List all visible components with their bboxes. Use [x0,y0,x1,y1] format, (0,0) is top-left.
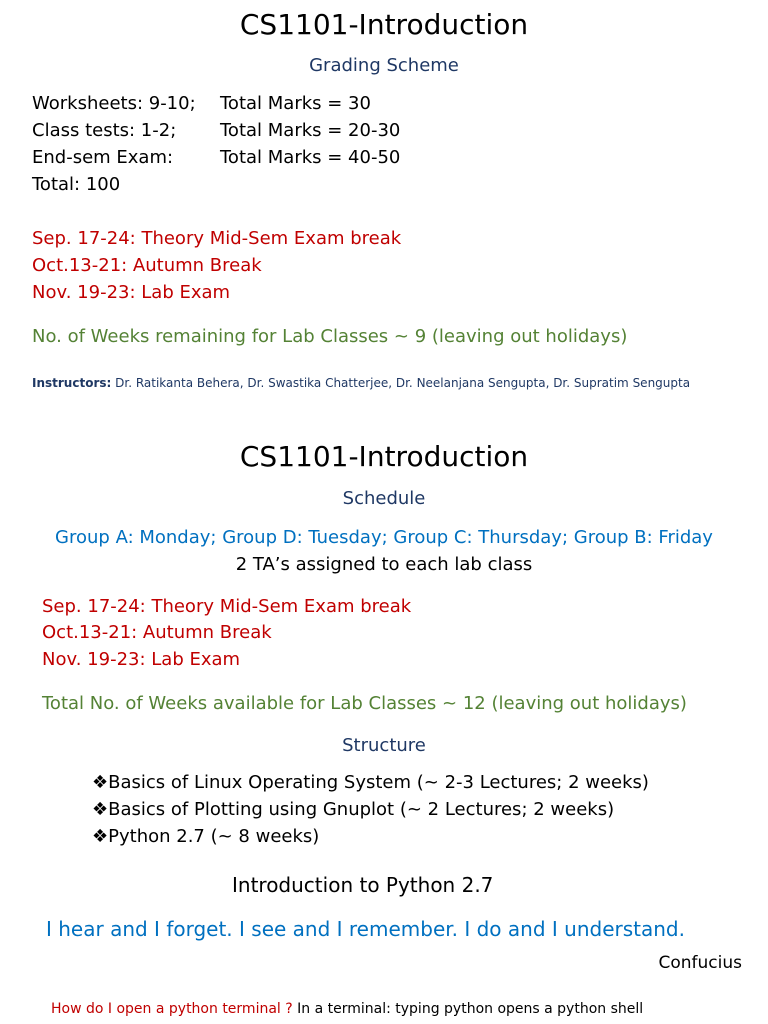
grading-value: Total Marks = 20-30 [220,120,401,141]
grading-label: Class tests: 1-2; [32,120,177,141]
weeks-remaining-note: No. of Weeks remaining for Lab Classes ~ 9 (leaving out holidays) [32,326,628,347]
quote: I hear and I forget. I see and I remember. I do and I understand. [46,917,685,941]
quote-attribution: Confucius [658,953,742,973]
weeks-available-note: Total No. of Weeks available for Lab Classes ~ 12 (leaving out holidays) [42,693,687,714]
slide1-subtitle: Grading Scheme [309,55,459,76]
slide1-title: CS1101-Introduction [239,8,529,41]
terminal-question: How do I open a python terminal ? [51,1001,293,1017]
grading-total: Total: 100 [32,174,121,195]
grading-value: Total Marks = 40-50 [220,147,401,168]
date-item: Nov. 19-23: Lab Exam [32,282,231,303]
instructors-names: Dr. Ratikanta Behera, Dr. Swastika Chatterjee, Dr. Neelanjana Sengupta, Dr. Supratim Sengupta [111,376,691,390]
grading-row [32,93,371,114]
grading-row [32,120,400,141]
slide2-title: CS1101-Introduction [239,440,529,473]
schedule-subtitle: Schedule [342,488,426,509]
grading-row [32,147,400,168]
structure-item [92,772,649,793]
date-item: Oct.13-21: Autumn Break [32,255,262,276]
structure-item-text: Basics of Plotting using Gnuplot (~ 2 Lectures; 2 weeks) [108,799,615,820]
instructors-line [32,376,690,390]
terminal-answer: In a terminal: typing python opens a python shell [292,1001,644,1017]
date-item: Sep. 17-24: Theory Mid-Sem Exam break [42,596,412,617]
structure-subtitle: Structure [342,735,426,756]
structure-item-text: Basics of Linux Operating System (~ 2-3 Lectures; 2 weeks) [108,772,649,793]
grading-label: End-sem Exam: [32,147,174,168]
grading-value: Total Marks = 30 [220,93,371,114]
date-item: Sep. 17-24: Theory Mid-Sem Exam break [32,228,402,249]
terminal-question-line [51,1001,643,1017]
date-item: Oct.13-21: Autumn Break [42,622,272,643]
date-item: Nov. 19-23: Lab Exam [42,649,241,670]
diamond-bullet-icon: ❖ [92,826,109,847]
group-schedule: Group A: Monday; Group D: Tuesday; Group C: Thursday; Group B: Friday [55,527,713,548]
slide3-title: Introduction to Python 2.7 [232,873,494,897]
structure-item [92,826,319,847]
ta-note: 2 TA’s assigned to each lab class [235,554,533,575]
structure-item-text: Python 2.7 (~ 8 weeks) [108,826,320,847]
diamond-bullet-icon: ❖ [92,799,109,820]
diamond-bullet-icon: ❖ [92,772,109,793]
structure-item [92,799,614,820]
instructors-label: Instructors: [32,376,112,390]
grading-label: Worksheets: 9-10; [32,93,196,114]
